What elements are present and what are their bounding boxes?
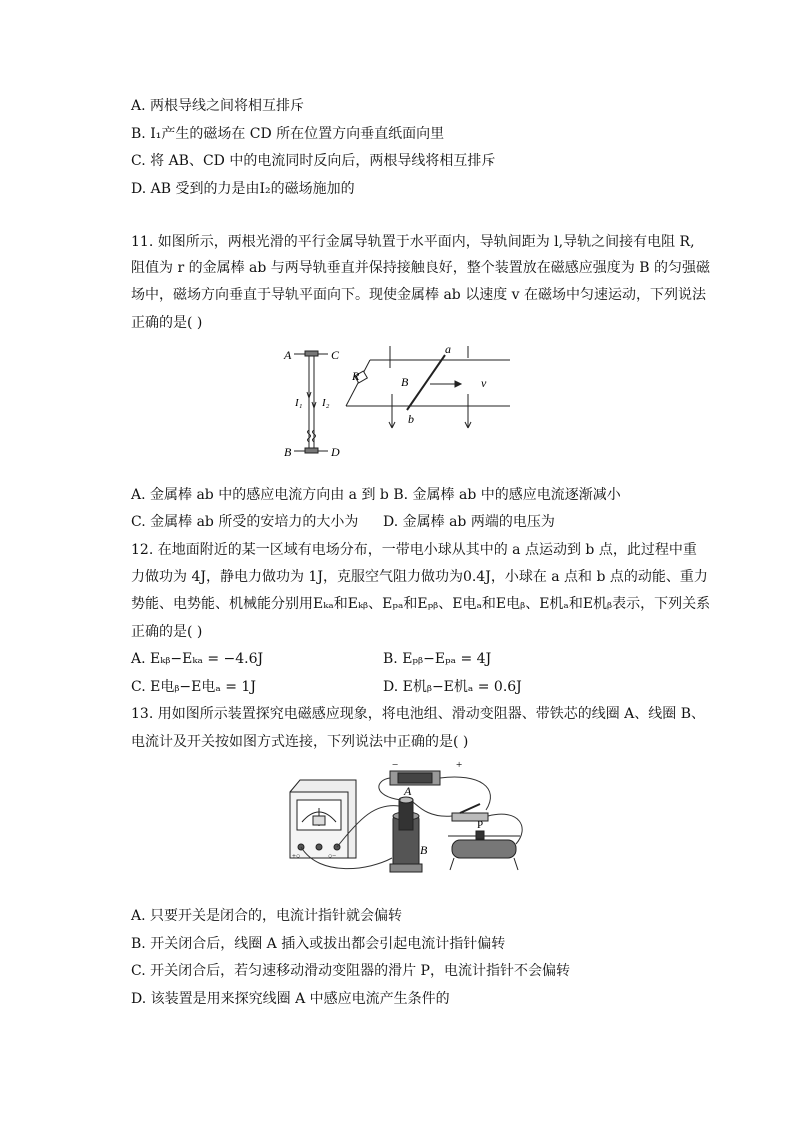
meter-plus-label: ○− bbox=[328, 852, 337, 860]
q11-option-d: D. 金属棒 ab 两端的电压为 bbox=[383, 514, 555, 530]
meter-minus-label: +○ bbox=[292, 852, 301, 860]
q12-stem-line1: 12. 在地面附近的某一区域有电场分布，一带电小球从其中的 a 点运动到 b 点，此过程中重 bbox=[131, 542, 697, 558]
q13-figure bbox=[280, 758, 535, 884]
q13-option-d: D. 该装置是用来探究线圈 A 中感应电流产生条件的 bbox=[131, 991, 450, 1007]
q13-option-c: C. 开关闭合后，若匀速移动滑动变阻器的滑片 P，电流计指针不会偏转 bbox=[131, 963, 570, 979]
label-I1: I₁ bbox=[295, 397, 303, 409]
label-v: v bbox=[481, 376, 487, 390]
sliding-rheostat bbox=[448, 831, 520, 870]
q12-stem-line2: 力做功为 4J，静电力做功为 1J，克服空气阻力做功为0.4J，小球在 a 点和 b 点的动能、重力 bbox=[131, 569, 708, 585]
q10-option-b: B. I₁产生的磁场在 CD 所在位置方向垂直纸面向里 bbox=[131, 126, 445, 142]
label-B-coil: B bbox=[420, 843, 428, 857]
q13-option-a: A. 只要开关是闭合的，电流计指针就会偏转 bbox=[131, 908, 403, 924]
label-B-field: B bbox=[401, 375, 409, 389]
label-D: D bbox=[331, 445, 340, 459]
label-A: A bbox=[284, 348, 292, 362]
battery-plus-label: + bbox=[456, 759, 463, 771]
label-R: R bbox=[352, 369, 360, 383]
label-C: C bbox=[331, 348, 340, 362]
label-B: B bbox=[284, 445, 292, 459]
q11-stem-line4: 正确的是( ) bbox=[131, 315, 203, 331]
q12-option-a: A. Eₖᵦ−Eₖₐ = −4.6J bbox=[131, 651, 264, 667]
q11-option-c: C. 金属棒 ab 所受的安培力的大小为 bbox=[131, 514, 359, 530]
q12-stem-line4: 正确的是( ) bbox=[131, 624, 203, 640]
q11-figure bbox=[270, 340, 530, 465]
q10-option-a: A. 两根导线之间将相互排斥 bbox=[131, 98, 305, 114]
galvanometer bbox=[290, 780, 356, 858]
q13-option-b: B. 开关闭合后，线圈 A 插入或拔出都会引起电流计指针偏转 bbox=[131, 936, 506, 952]
battery-minus-label: − bbox=[392, 759, 399, 771]
label-A-coil: A bbox=[404, 784, 412, 798]
q11-stem-line3: 场中，磁场方向垂直于导轨平面向下。现使金属棒 ab 以速度 v 在磁场中匀速运动，下列说法 bbox=[131, 287, 707, 303]
q11-stem-line2: 阻值为 r 的金属棒 ab 与两导轨垂直并保持接触良好，整个装置放在磁感应强度为 B 的匀强磁 bbox=[131, 260, 710, 276]
q13-stem-line2: 电流计及开关按如图方式连接，下列说法中正确的是( ) bbox=[131, 734, 469, 750]
q11-option-ab: A. 金属棒 ab 中的感应电流方向由 a 到 b B. 金属棒 ab 中的感应电流逐渐减小 bbox=[131, 487, 621, 503]
q11-stem-line1: 11. 如图所示，两根光滑的平行金属导轨置于水平面内，导轨间距为 l,导轨之间接有电阻 R, bbox=[131, 234, 695, 250]
label-b: b bbox=[408, 412, 414, 426]
q12-option-c: C. E电ᵦ−E电ₐ = 1J bbox=[131, 679, 256, 695]
label-I2: I₂ bbox=[322, 397, 330, 409]
label-a: a bbox=[445, 342, 451, 356]
q13-stem-line1: 13. 用如图所示装置探究电磁感应现象，将电池组、滑动变阻器、带铁芯的线圈 A、线圈 B、 bbox=[131, 706, 706, 722]
q10-option-c: C. 将 AB、CD 中的电流同时反向后，两根导线将相互排斥 bbox=[131, 153, 496, 169]
label-P: P bbox=[477, 819, 484, 831]
coil-A-B bbox=[390, 797, 422, 872]
q12-option-d: D. E机ᵦ−E机ₐ = 0.6J bbox=[383, 679, 522, 695]
q10-option-d: D. AB 受到的力是由I₂的磁场施加的 bbox=[131, 181, 355, 197]
battery-pack bbox=[390, 771, 440, 785]
q12-stem-line3: 势能、电势能、机械能分别用Eₖₐ和Eₖᵦ、Eₚₐ和Eₚᵦ、E电ₐ和E电ᵦ、E机ₐ和E机ᵦ表示，下列关系 bbox=[131, 596, 711, 612]
q12-option-b: B. Eₚᵦ−Eₚₐ = 4J bbox=[383, 651, 492, 667]
